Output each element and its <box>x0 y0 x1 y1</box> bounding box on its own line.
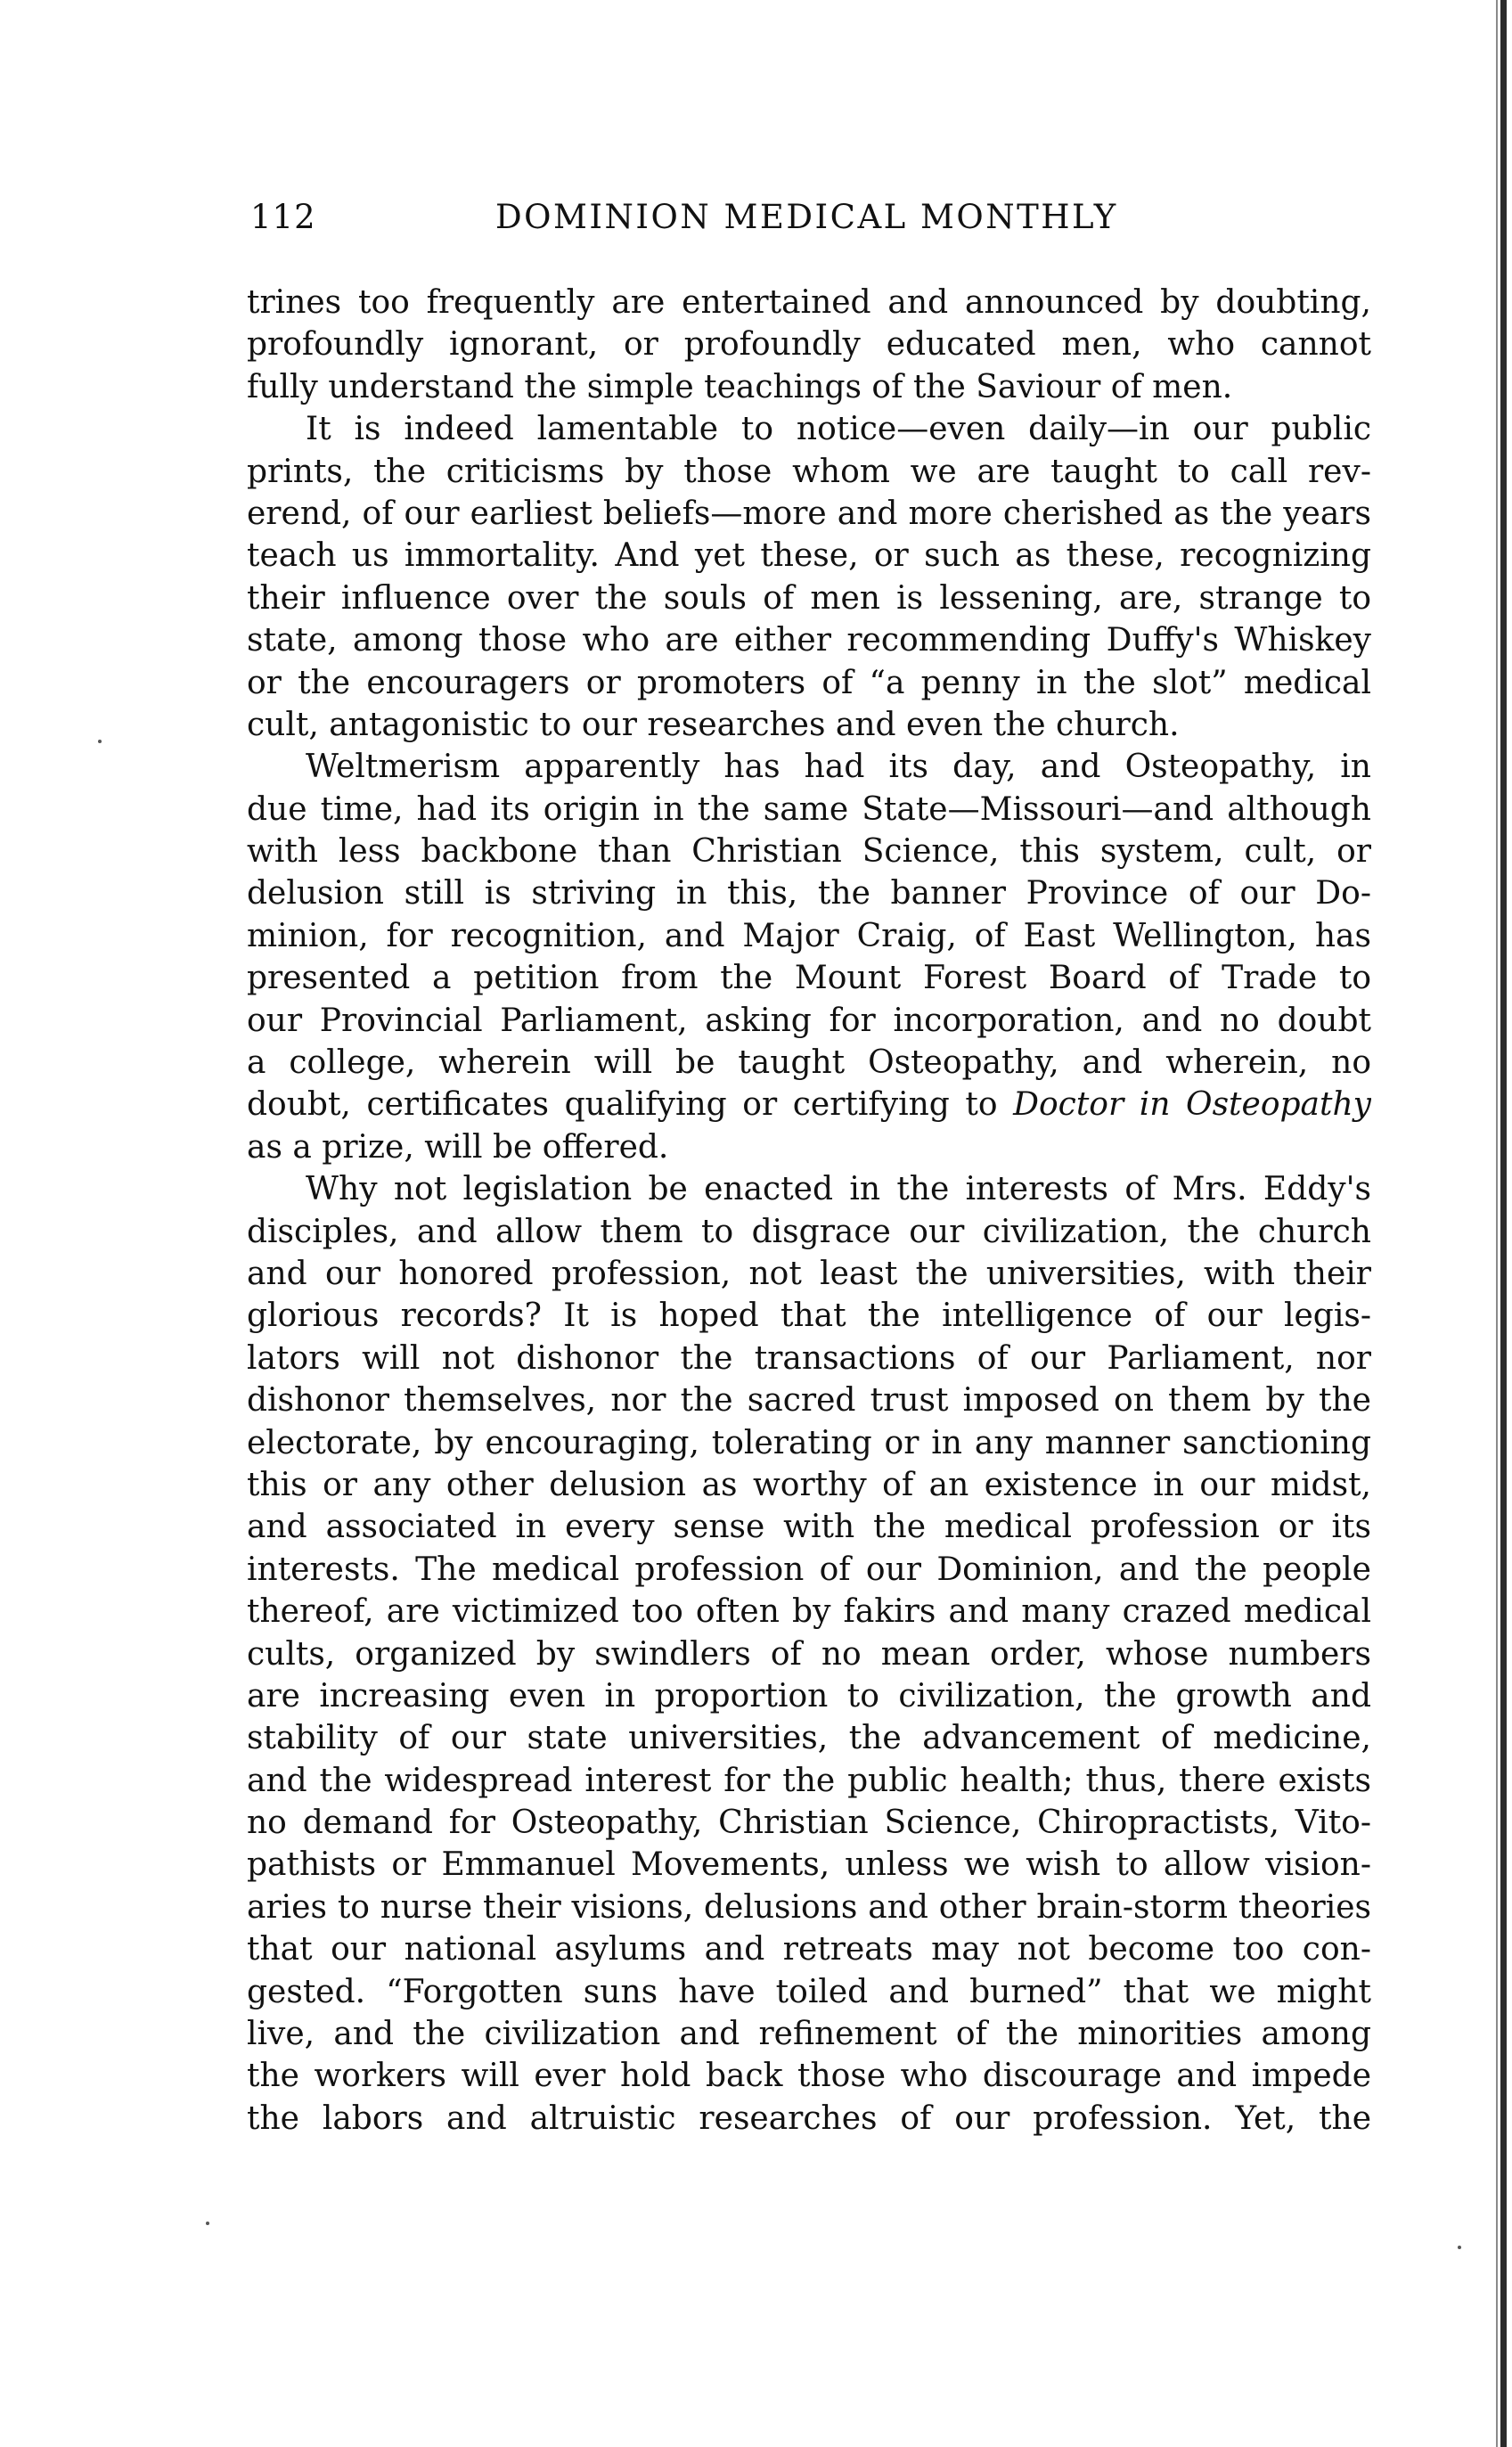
text-line: minion, for recognition, and Major Craig, of East Wellington, has <box>247 917 1371 954</box>
running-header <box>250 198 1369 251</box>
text-line: dishonor themselves, nor the sacred trust imposed on them by the <box>247 1382 1371 1420</box>
text-line: and the widespread interest for the public health; thus, there exists <box>247 1762 1371 1799</box>
text-line: profoundly ignorant, or profoundly educated men, who cannot <box>247 326 1371 364</box>
text-line: a college, wherein will be taught Osteopathy, and wherein, no <box>247 1044 1371 1082</box>
scan-speck <box>206 2222 209 2225</box>
text-line: trines too frequently are entertained and announced by doubting, <box>247 284 1371 321</box>
text-line: our Provincial Parliament, asking for incorporation, and no doubt <box>247 1002 1371 1039</box>
text-line: that our national asylums and retreats may not become too con- <box>247 1931 1371 1968</box>
text-line: this or any other delusion as worthy of an existence in our midst, <box>247 1466 1371 1503</box>
text-line: teach us immortality. And yet these, or such as these, recognizing <box>247 537 1371 575</box>
text-line: delusion still is striving in this, the banner Province of our Do- <box>247 875 1371 913</box>
text-line: are increasing even in proportion to civilization, the growth and <box>247 1677 1371 1715</box>
page-number: 112 <box>250 198 316 236</box>
text-line: and associated in every sense with the medical profession or its <box>247 1509 1371 1546</box>
journal-title: DOMINION MEDICAL MONTHLY <box>495 198 1118 236</box>
text-line: electorate, by encouraging, tolerating or in any manner sanctioning <box>247 1424 1371 1461</box>
text-line: interests. The medical profession of our Dominion, and the people <box>247 1551 1371 1588</box>
text-line: cult, antagonistic to our researches and even the church. <box>247 706 1180 743</box>
paragraph <box>247 282 1371 408</box>
text-line: fully understand the simple teachings of the Saviour of men. <box>247 368 1233 405</box>
text-line: stability of our state universities, the advancement of medicine, <box>247 1720 1371 1757</box>
text-line: aries to nurse their visions, delusions and other brain-storm theories <box>247 1888 1371 1926</box>
text-line: cults, organized by swindlers of no mean order, whose numbers <box>247 1635 1371 1673</box>
text-line: the workers will ever hold back those who discourage and impede <box>247 2058 1371 2095</box>
text-line: the labors and altruistic researches of our profession. Yet, the <box>247 2099 1371 2137</box>
text-line: or the encouragers or promoters of “a penny in the slot” medical <box>247 664 1371 701</box>
page-edge-line <box>1496 0 1498 2447</box>
text-line: presented a petition from the Mount Forest Board of Trade to <box>247 960 1371 997</box>
text-line: lators will not dishonor the transactions of our Parliament, nor <box>247 1339 1371 1377</box>
text-line: erend, of our earliest beliefs—more and more cherished as the years <box>247 495 1371 532</box>
text-line: thereof, are victimized too often by fakirs and many crazed medical <box>247 1593 1371 1631</box>
text-line: their influence over the souls of men is lessening, are, strange to <box>247 579 1371 617</box>
text-line: no demand for Osteopathy, Christian Science, Chiropractists, Vito- <box>247 1805 1371 1842</box>
text-line: It is indeed lamentable to notice—even daily—in our public <box>306 411 1371 448</box>
text-line: disciples, and allow them to disgrace our civilization, the church <box>247 1213 1371 1250</box>
article-body <box>247 282 1371 2140</box>
text-line: as a prize, will be offered. <box>247 1128 669 1166</box>
text-line: glorious records? It is hoped that the intelligence of our legis- <box>247 1297 1371 1335</box>
text-line: with less backbone than Christian Science, this system, cult, or <box>247 833 1371 871</box>
paragraph <box>247 1168 1371 2140</box>
text-line: due time, had its origin in the same State—Missouri—and although <box>247 790 1371 828</box>
page-edge-shadow <box>1500 0 1507 2447</box>
text-line: pathists or Emmanuel Movements, unless we wish to allow vision- <box>247 1846 1371 1884</box>
text-line: and our honored profession, not least the universities, with their <box>247 1255 1371 1292</box>
text-segment: doubt, certificates qualifying or certifying to <box>247 1086 998 1124</box>
text-line: prints, the criticisms by those whom we are taught to call rev- <box>247 453 1371 490</box>
paragraph <box>247 746 1371 1168</box>
scan-speck <box>98 740 102 743</box>
scan-speck <box>1458 2246 1461 2249</box>
italic-phrase: Doctor in Osteopathy <box>1013 1086 1371 1124</box>
text-line: Weltmerism apparently has had its day, and Osteopathy, in <box>306 749 1371 786</box>
text-line: Why not legislation be enacted in the interests of Mrs. Eddy's <box>306 1171 1371 1208</box>
text-line: live, and the civilization and refinement of the minorities among <box>247 2016 1371 2053</box>
text-line: gested. “Forgotten suns have toiled and burned” that we might <box>247 1973 1371 2010</box>
paragraph <box>247 408 1371 746</box>
text-line: state, among those who are either recommending Duffy's Whiskey <box>247 622 1371 659</box>
text-line-with-italic <box>247 1084 1371 1125</box>
